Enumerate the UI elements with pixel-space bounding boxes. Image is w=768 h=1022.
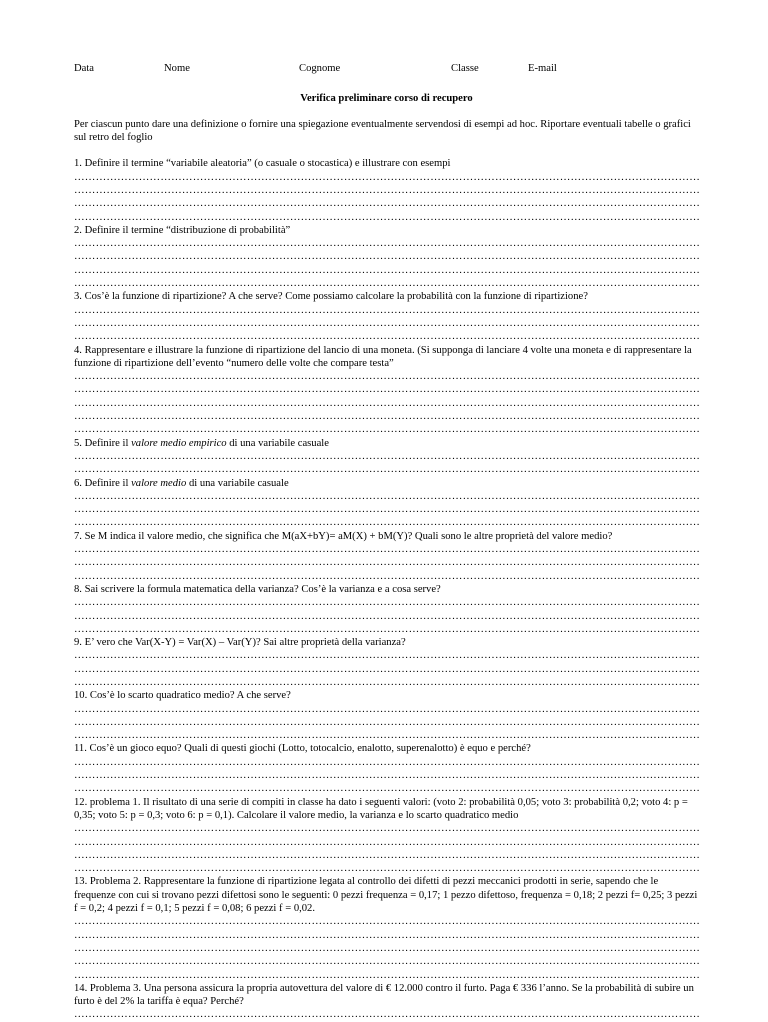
answer-line[interactable] <box>74 237 699 250</box>
answer-line[interactable] <box>74 836 699 849</box>
answer-line[interactable] <box>74 862 699 875</box>
instructions: Per ciascun punto dare una definizione o fornire una spiegazione eventualmente servendosi di esempi ad hoc. Riportare eventuali tabelle o grafici sul retro del foglio <box>74 119 691 144</box>
answer-line[interactable] <box>74 915 699 928</box>
email-label: E-mail <box>528 63 557 74</box>
answer-line[interactable] <box>74 383 699 396</box>
student-info-header <box>74 58 699 76</box>
question-5-text: 5. Definire il <box>74 437 132 449</box>
answer-line[interactable] <box>74 197 699 210</box>
answer-line[interactable] <box>74 250 699 263</box>
page-title: Verifica preliminare corso di recupero <box>300 93 473 104</box>
answer-line[interactable] <box>74 596 699 609</box>
answer-line[interactable] <box>74 211 699 224</box>
answer-line[interactable] <box>74 729 699 742</box>
answer-line[interactable] <box>74 410 699 423</box>
question-6-term: valore medio <box>131 477 187 489</box>
answer-line[interactable] <box>74 516 699 529</box>
question-12: 12. problema 1. Il risultato di una serie di compiti in classe ha dato i seguenti valori: (voto 2: probabilità 0,05; voto 3: probabilità 0,2; voto 4: p = 0,35; voto 5: p = 0,3; voto 6: p = 0,1). Calcolare il valore medio, la varianza e lo scarto quadratico medio <box>74 796 688 821</box>
answer-line[interactable] <box>74 490 699 503</box>
question-11: 11. Cos’è un gioco equo? Quali di questi giochi (Lotto, totocalcio, enalotto, superenalotto) è equo e perché? <box>74 743 531 755</box>
answer-line[interactable] <box>74 330 699 343</box>
answer-line[interactable] <box>74 676 699 689</box>
answer-line[interactable] <box>74 929 699 942</box>
answer-line[interactable] <box>74 849 699 862</box>
answer-line[interactable] <box>74 955 699 968</box>
answer-line[interactable] <box>74 450 699 463</box>
answer-line[interactable] <box>74 423 699 436</box>
question-5-text-end: di una variabile casuale <box>226 437 329 449</box>
answer-line[interactable] <box>74 277 699 290</box>
answer-line[interactable] <box>74 969 699 982</box>
answer-line[interactable] <box>74 649 699 662</box>
answer-line[interactable] <box>74 716 699 729</box>
question-7: 7. Se M indica il valore medio, che significa che M(aX+bY)= aM(X) + bM(Y)? Quali sono le altre proprietà del valore medio? <box>74 530 613 542</box>
answer-line[interactable] <box>74 556 699 569</box>
question-3: 3. Cos’è la funzione di ripartizione? A che serve? Come possiamo calcolare la probabilità con la funzione di ripartizione? <box>74 291 588 303</box>
answer-line[interactable] <box>74 397 699 410</box>
answer-line[interactable] <box>74 703 699 716</box>
answer-line[interactable] <box>74 171 699 184</box>
question-4: 4. Rappresentare e illustrare la funzione di ripartizione del lancio di una moneta. (Si supponga di lanciare 4 volte una moneta e di rappresentare la funzione di ripartizione dell’evento “numero delle volte che compare testa” <box>74 344 692 369</box>
answer-line[interactable] <box>74 769 699 782</box>
question-1: 1. Definire il termine “variabile aleatoria” (o casuale o stocastica) e illustrare con esempi <box>74 158 451 170</box>
question-2: 2. Definire il termine “distribuzione di probabilità” <box>74 224 291 236</box>
answer-line[interactable] <box>74 942 699 955</box>
question-6-text-end: di una variabile casuale <box>186 477 289 489</box>
question-5 <box>74 437 699 450</box>
answer-line[interactable] <box>74 264 699 277</box>
question-6 <box>74 477 699 490</box>
answer-line[interactable] <box>74 663 699 676</box>
answer-line[interactable] <box>74 543 699 556</box>
question-10: 10. Cos’è lo scarto quadratico medio? A che serve? <box>74 690 291 702</box>
surname-label: Cognome <box>299 63 341 74</box>
answer-line[interactable] <box>74 570 699 583</box>
answer-line[interactable] <box>74 463 699 476</box>
answer-line[interactable] <box>74 184 699 197</box>
question-8: 8. Sai scrivere la formula matematica della varianza? Cos’è la varianza e a cosa serve? <box>74 583 441 595</box>
answer-line[interactable] <box>74 782 699 795</box>
answer-line[interactable] <box>74 304 699 317</box>
answer-line[interactable] <box>74 1008 699 1021</box>
question-9: 9. E’ vero che Var(X-Y) = Var(X) – Var(Y)? Sai altre proprietà della varianza? <box>74 637 406 649</box>
answer-line[interactable] <box>74 822 699 835</box>
answer-line[interactable] <box>74 756 699 769</box>
date-label: Data <box>74 63 94 74</box>
question-13: 13. Problema 2. Rappresentare la funzione di ripartizione legata al controllo dei difetti di pezzi meccanici prodotti in serie, sapendo che le frequenze con cui si trovano pezzi difettosi sono le seguenti: 0 pezzi frequenza = 0,17; 1 pezzo difettoso, frequenza = 0,18; 2 pezzi f= 0,25; 3 pezzi f = 0,2; 4 pezzi f = 0,1; 5 pezzi f = 0,08; 6 pezzi f = 0,02. <box>74 876 698 915</box>
answer-line[interactable] <box>74 317 699 330</box>
answer-line[interactable] <box>74 623 699 636</box>
worksheet <box>74 58 699 1022</box>
class-label: Classe <box>451 63 479 74</box>
answer-line[interactable] <box>74 503 699 516</box>
answer-line[interactable] <box>74 610 699 623</box>
question-5-term: valore medio empirico <box>131 437 227 449</box>
question-list <box>74 157 699 1021</box>
answer-line[interactable] <box>74 370 699 383</box>
name-label: Nome <box>164 63 190 74</box>
question-14: 14. Problema 3. Una persona assicura la propria autovettura del valore di € 12.000 contro il furto. Paga € 336 l’anno. Se la probabilità di subire un furto è del 2% la tariffa è equa? Perché? <box>74 982 694 1008</box>
question-6-text: 6. Definire il <box>74 477 132 489</box>
